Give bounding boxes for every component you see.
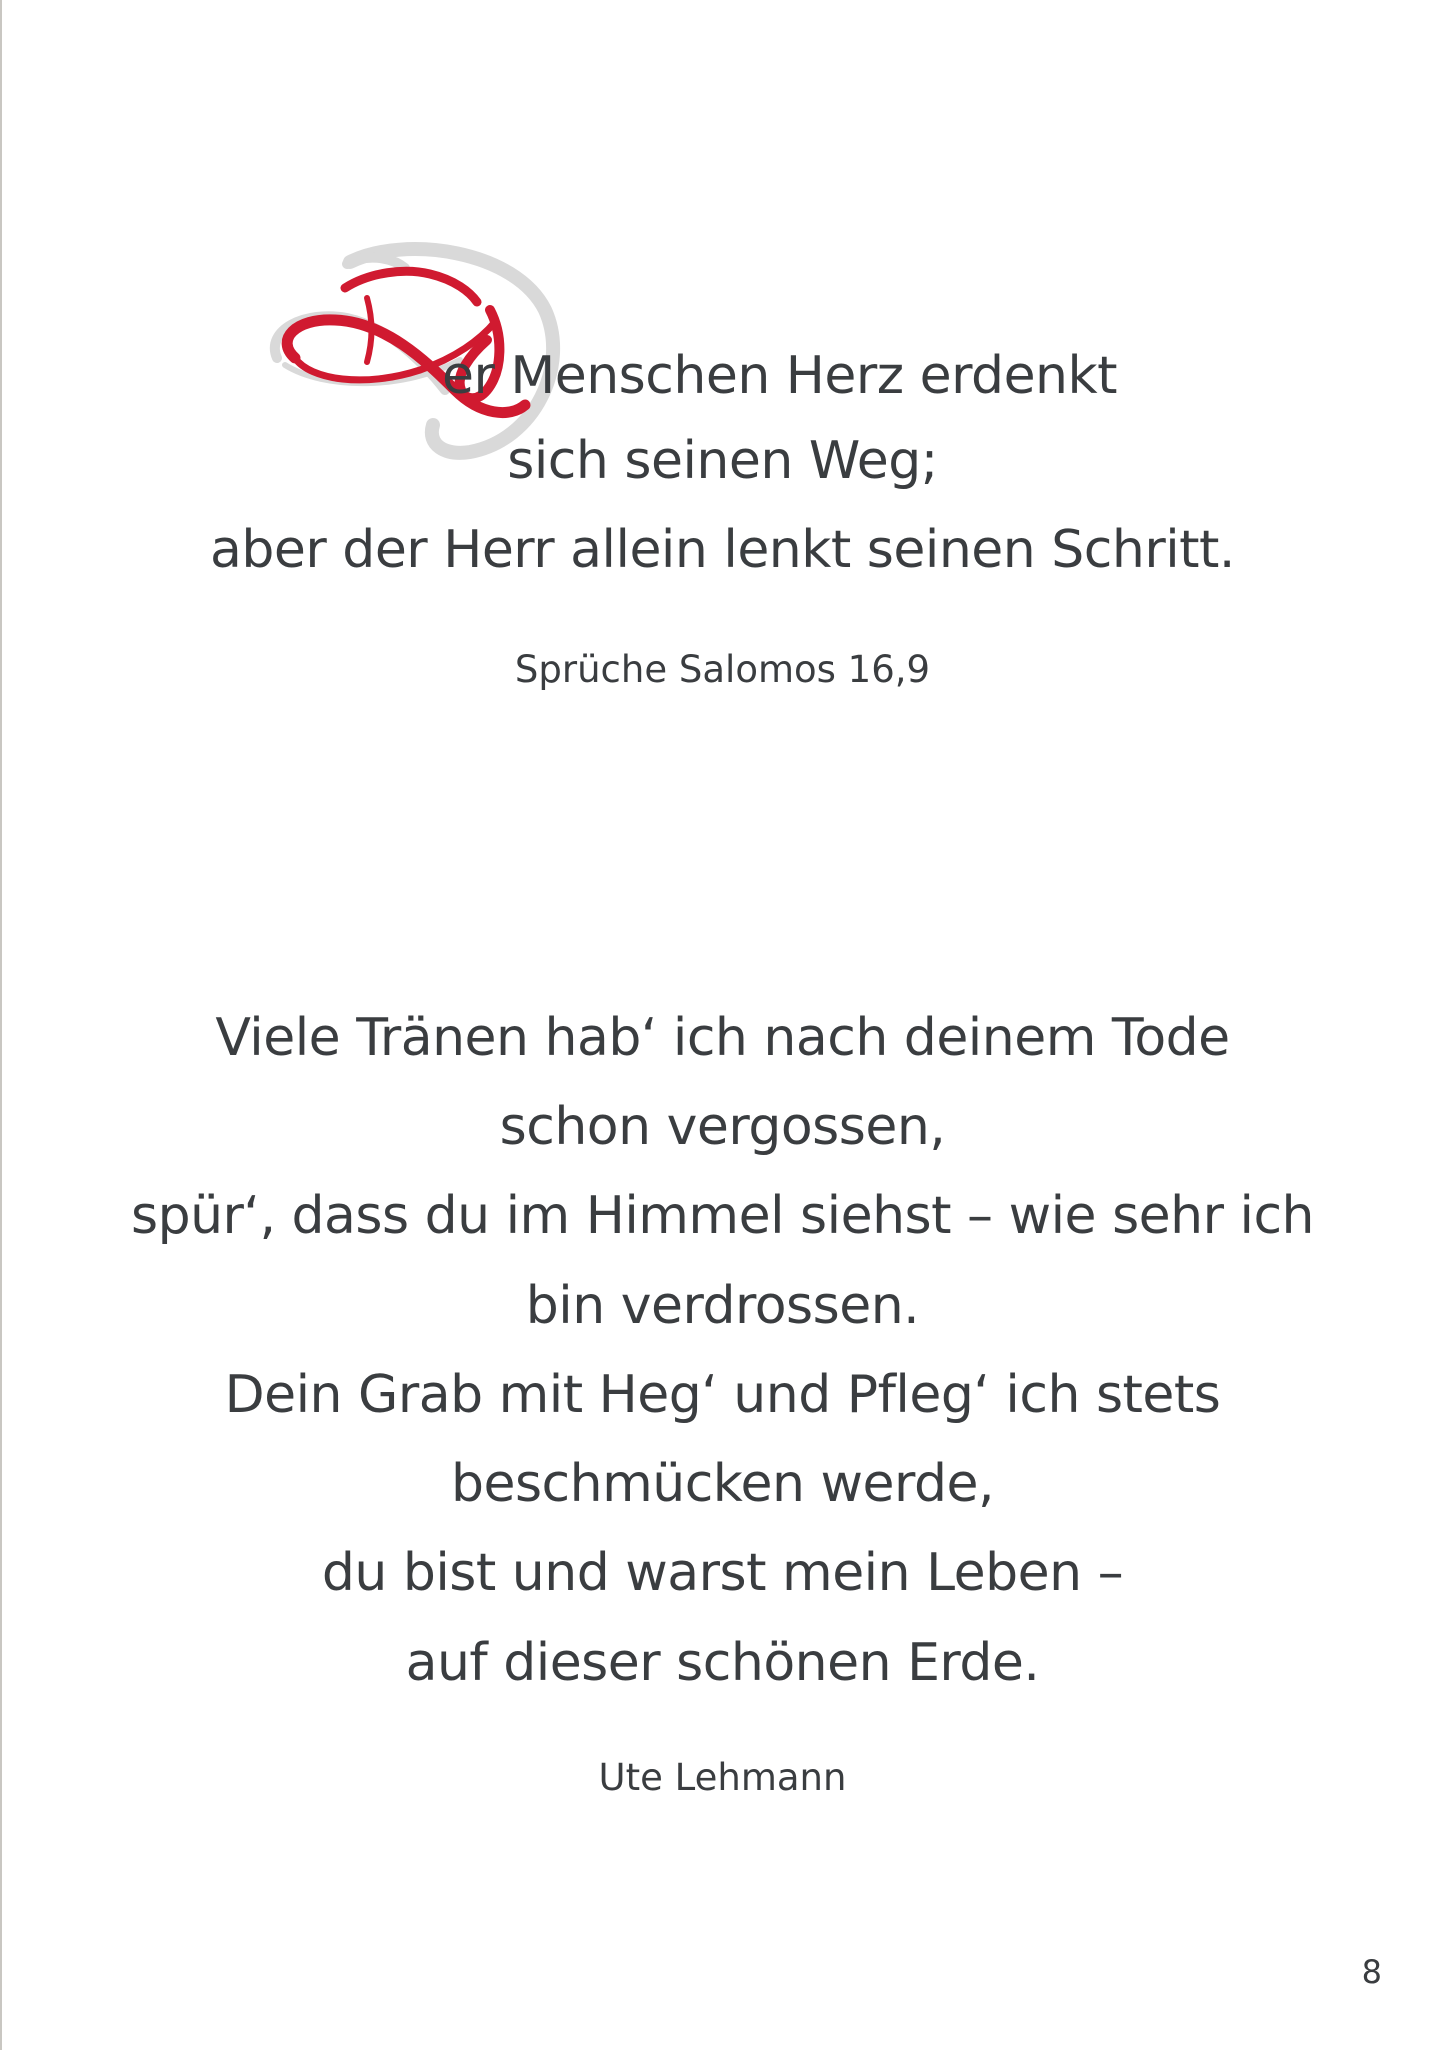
- poem-line: schon vergossen,: [499, 1097, 946, 1157]
- poem-line: auf dieser schönen Erde.: [405, 1633, 1040, 1693]
- verse-line: sich seinen Weg;: [507, 431, 938, 491]
- page-number: 8: [1361, 1953, 1382, 1991]
- verse-line: aber der Herr allein lenkt seinen Schritt.: [210, 520, 1235, 580]
- poem-line: du bist und warst mein Leben –: [321, 1543, 1124, 1603]
- poem-line: spür‘, dass du im Himmel siehst – wie sehr ich: [130, 1186, 1315, 1246]
- poem-line: beschmücken werde,: [450, 1454, 995, 1514]
- poem-line: Dein Grab mit Heg‘ und Pfleg‘ ich stets: [224, 1365, 1221, 1425]
- scripture-reference: Sprüche Salomos 16,9: [514, 648, 931, 691]
- poem-line: Viele Tränen hab‘ ich nach deinem Tode: [215, 1008, 1230, 1068]
- verse-line: er Menschen Herz erdenkt: [441, 346, 1118, 406]
- poem-author: Ute Lehmann: [598, 1756, 847, 1799]
- poem-line: bin verdrossen.: [525, 1276, 920, 1336]
